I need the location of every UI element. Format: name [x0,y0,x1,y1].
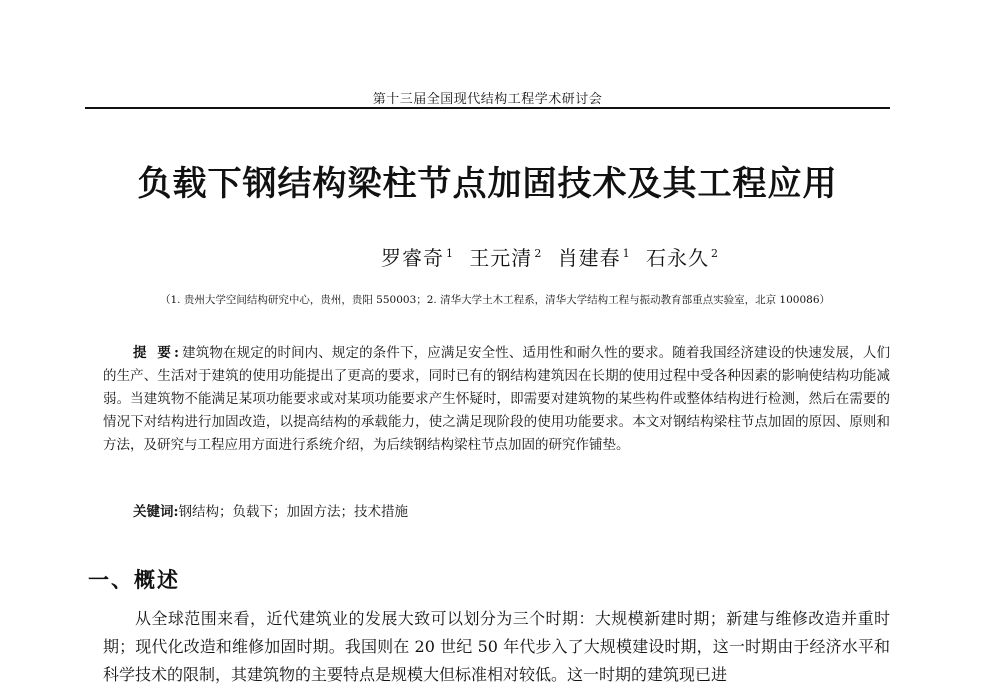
author [381,242,454,271]
author [646,242,719,271]
affiliation-line: （1. 贵州大学空间结构研究中心，贵州，贵阳 550003；2. 清华大学土木工程系，清华大学结构工程与振动教育部重点实验室，北京 100086） [159,294,831,306]
author-affil-mark: 2 [534,247,543,261]
header-rule [85,107,890,109]
author-name: 石永久 [646,246,710,270]
author-affil-mark: 1 [622,247,631,261]
author [558,242,631,271]
running-header: 第十三届全国现代结构工程学术研讨会 [372,92,603,107]
abstract-text: 建筑物在规定的时间内、规定的条件下，应满足安全性、适用性和耐久性的要求。随着我国经济建设的快速发展，人们的生产、生活对于建筑的使用功能提出了更高的要求，同时已有的钢结构建筑因在长期的使用过程中受各种因素的影响使结构功能减弱。当建筑物不能满足某项功能要求或对某项功能要求产生怀疑时，即需要对建筑物的某些构件或整体结构进行检测，然后在需要的情况下对结构进行加固改造，以提高结构的承载能力，使之满足现阶段的使用功能要求。本文对钢结构梁柱节点加固的原因、原则和方法，及研究与工程应用方面进行系统介绍，为后续钢结构梁柱节点加固的研究作铺垫。 [103,345,890,453]
author-name: 肖建春 [557,246,621,270]
author-affil-mark: 1 [445,247,454,261]
abstract-label: 提 要: [133,345,183,361]
abstract [103,342,890,457]
keywords-label: 关键词: [133,504,179,520]
author-name: 王元清 [469,246,533,270]
author [469,242,542,271]
paper-title: 负载下钢结构梁柱节点加固技术及其工程应用 [137,164,838,204]
author-affil-mark: 2 [711,247,720,261]
author-name: 罗睿奇 [380,246,444,270]
section-heading: 一、概述 [88,568,180,592]
author-list [300,242,800,271]
keywords-text: 钢结构；负载下；加固方法；技术措施 [178,504,408,520]
body-paragraph: 从全球范围来看，近代建筑业的发展大致可以划分为三个时期：大规模新建时期；新建与维修改造并重时期；现代化改造和维修加固时期。我国则在 20 世纪 50 年代步入了大规模建设时期，这一时期由于经济水平和科学技术的限制，其建筑物的主要特点是规模大但标准相对较低。这一时期的建筑现已进 [103,609,890,684]
keywords [103,500,890,520]
